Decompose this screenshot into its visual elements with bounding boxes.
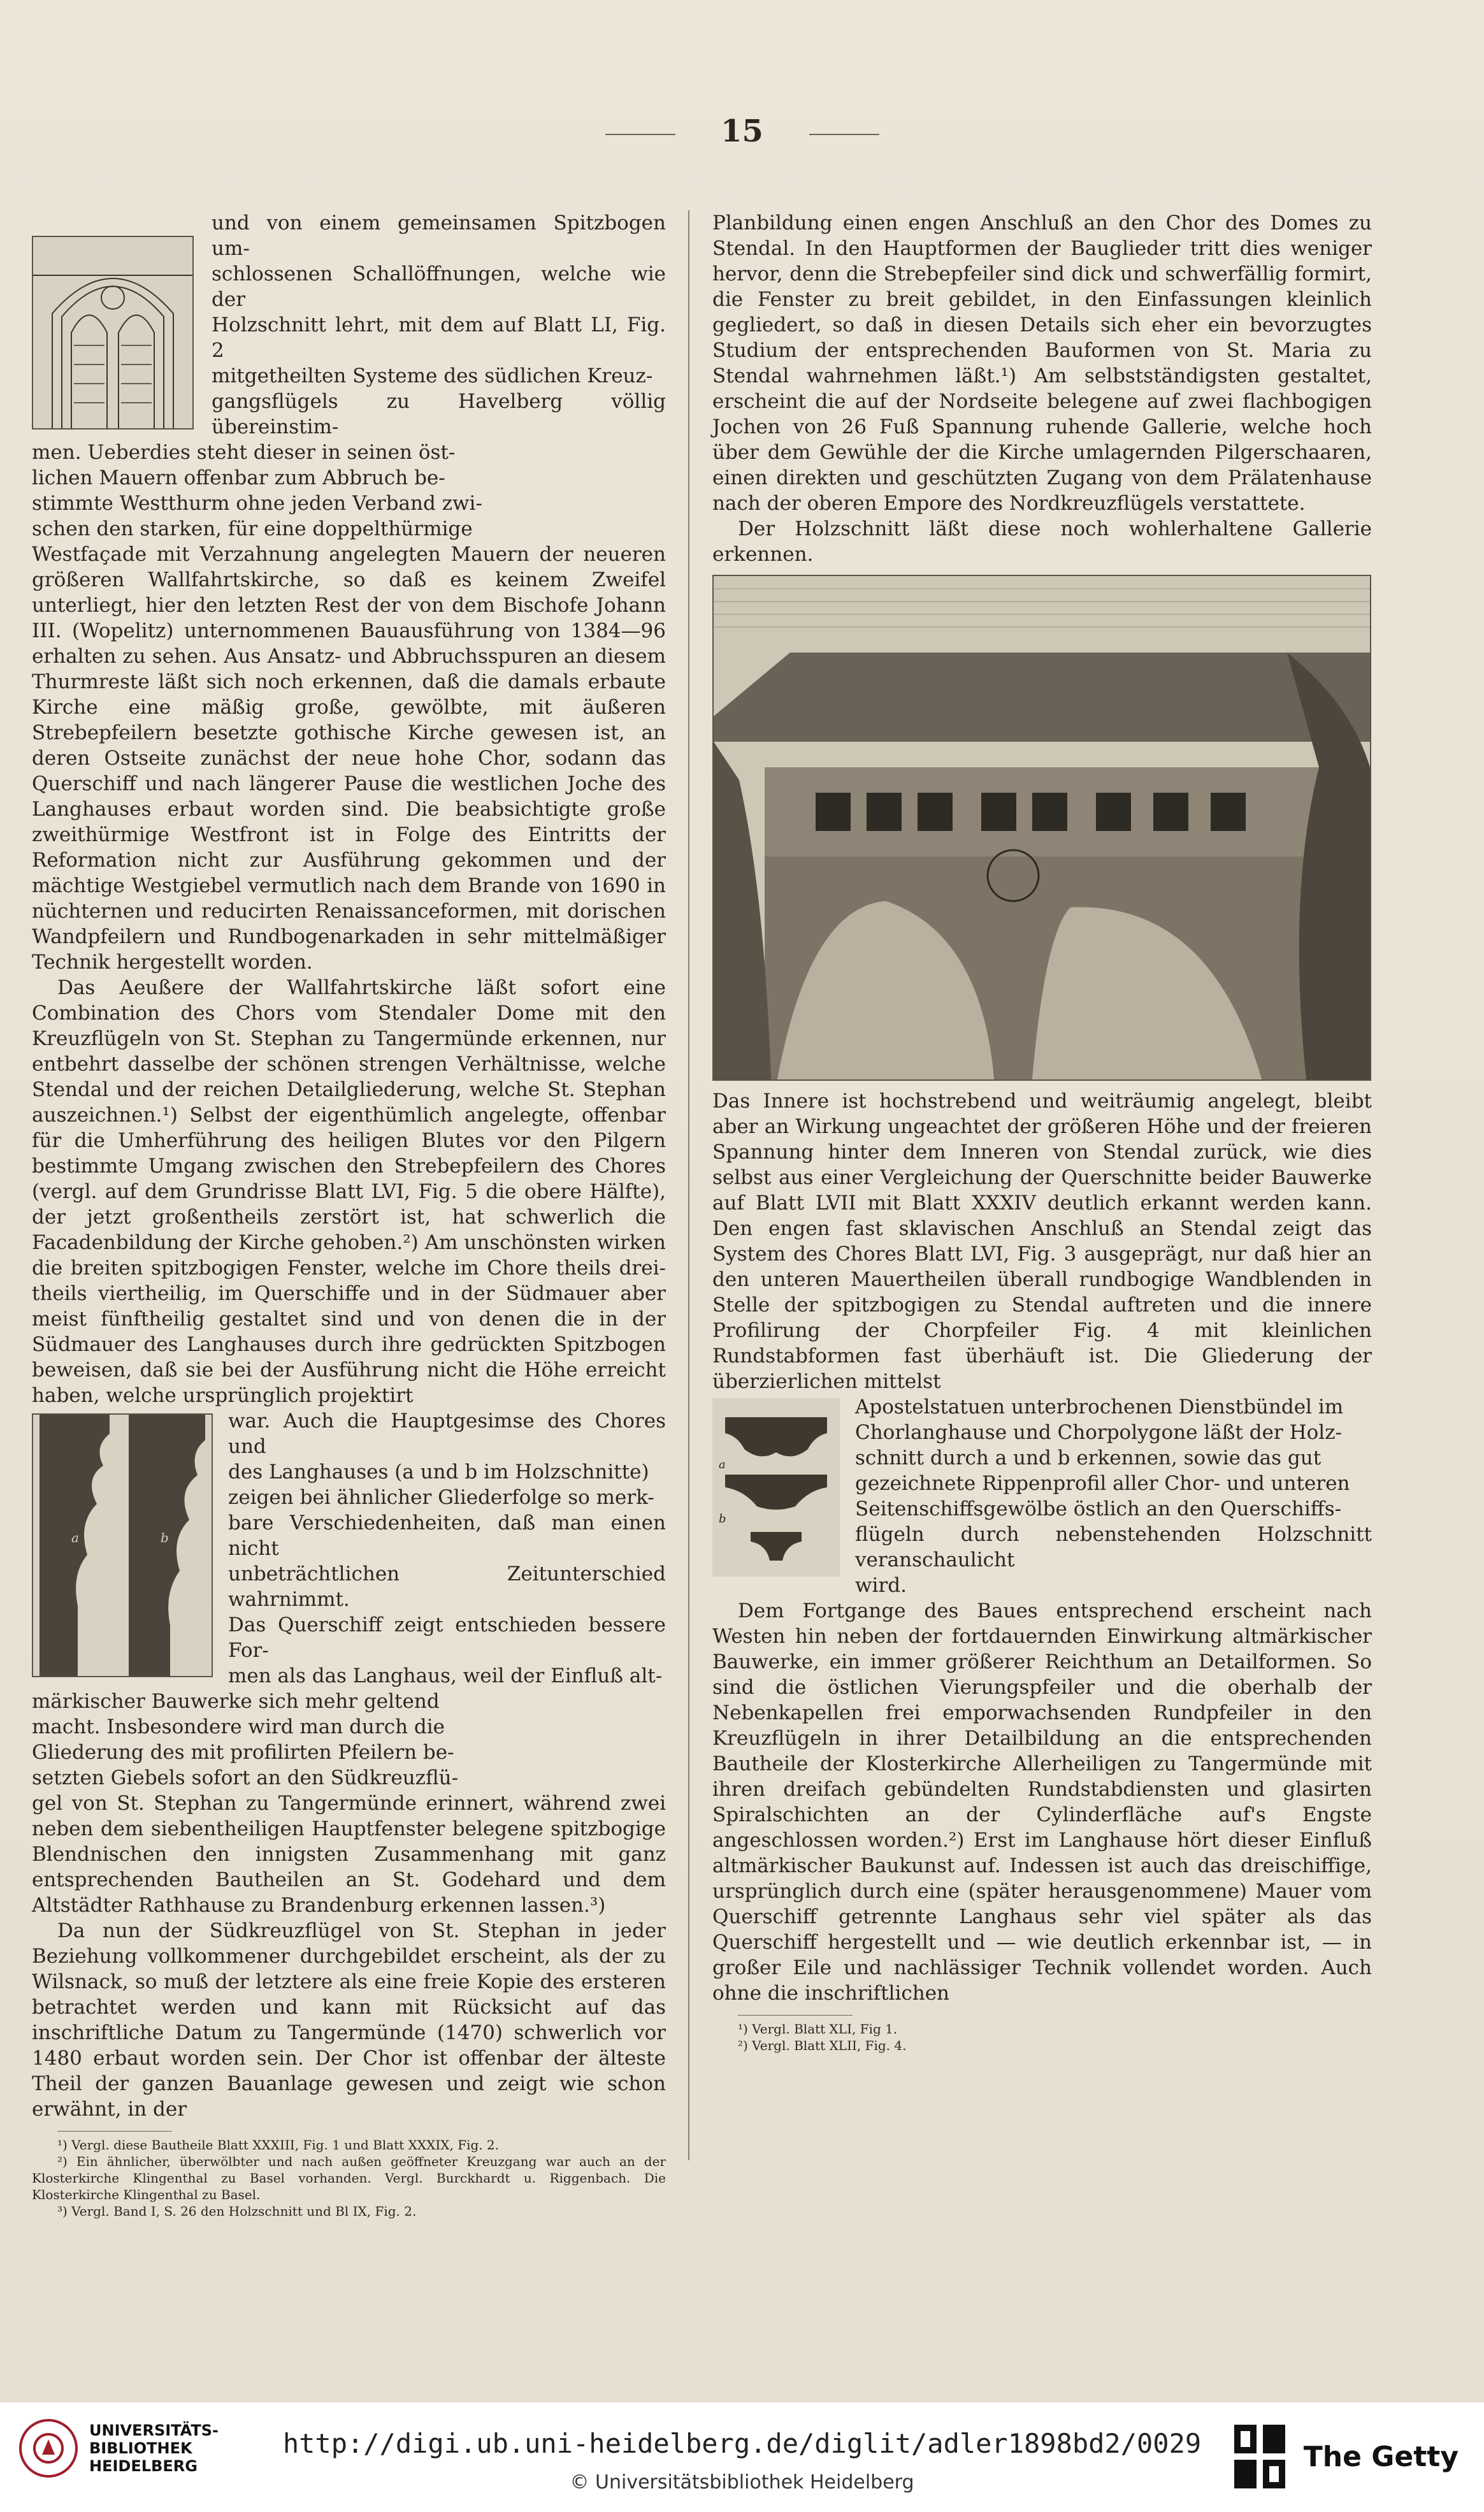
right-footnote-2: ²) Vergl. Blatt XLII, Fig. 4. [738, 2038, 907, 2053]
right-para2: Der Holzschnitt läßt diese noch wohlerhaltene Gallerie erkennen. [712, 517, 1372, 566]
rib-label-b: b [719, 1512, 726, 1526]
gallery-woodcut-figure [712, 575, 1371, 1081]
left-para1-rest: Westfaçade mit Verzahnung angelegten Mauern der neueren größeren Wallfahrtskirche, so daß es keinem Zweifel unterliegt, hier den letzten Rest der von dem Bischofe Johann III. (Wopelitz) unternommenen Bauausführung von 1384—96 erhalten zu sehen. Aus Ansatz- und Abbruchsspuren an diesem Thurmreste läßt sich noch erkennen, daß die damals erbaute Kirche eine mäßig große, gewölbte, mit äußeren Strebepfeilern besetzte gothische Kirche gewesen ist, an deren Ostseite zunächst der neue hohe Chor, sodann das Querschiff und nach längerer Pause die westlichen Joche des Langhauses erbaut worden sind. Die beabsichtigte große zweithürmige Westfront ist in Folge des Eintritts der Reformation nicht zur Ausführung gekommen und der mächtige Westgiebel vermutlich nach dem Brande von 1690 in nüchternen und reducirten Renaissanceformen, mit dorischen Wandpfeilern und Rundbogenarkaden in sehr mittelmäßiger Technik hergestellt worden. [32, 543, 666, 974]
left-footnote-1: ¹) Vergl. diese Bautheile Blatt XXXIII, Fig. 1 und Blatt XXXIX, Fig. 2. [57, 2137, 500, 2153]
left-para1-wrap: und von einem gemeinsamen Spitzbogen um- schlossenen Schallöffnungen, welche wie der Holzschnitt lehrt, mit dem auf Blatt LI, Fig. 2 mitgetheilten Systeme des südlichen Kreuz- gangsflügels zu Havelberg völlig übereinstim- men. Ueberdies steht dieser in seinen öst- lichen Mauern offenbar zum Abbruch be- stimmte Westthurm ohne jeden Verband zwi- schen den starken, für eine doppelthürmige [32, 212, 666, 540]
rib-profiles-figure [712, 1398, 840, 1577]
left-footnote-3: ³) Vergl. Band I, S. 26 den Holzschnitt und Bl IX, Fig. 2. [57, 2204, 417, 2219]
cornice-profiles-figure [32, 1413, 213, 1677]
right-para1: Planbildung einen engen Anschluß an den Chor des Domes zu Stendal. In den Hauptformen der Bauglieder tritt dies weniger hervor, denn die Strebepfeiler sind dick und schwerfällig formirt, die Fenster zu breit gebildet, in den Einfassungen kleinlich gegliedert, so daß in diesen Details sich eher ein bevorzugtes Studium der entsprechenden Bauformen von St. Maria zu Stendal wahrnehmen läßt.¹) Am selbstständigsten gestaltet, erscheint die auf der Nordseite belegene auf zwei flachbogigen Jochen von 26 Fuß Spannung ruhende Gallerie, welche hoch über dem Gewühle der die Kirche umlagernden Pilgerschaaren, einen direkten und geschützten Zugang von dem Prälatenhause nach der oberen Empore des Nordkreuzflügels verstattete. [712, 212, 1372, 515]
window-woodcut-figure [32, 236, 194, 429]
right-para3: Das Innere ist hochstrebend und weiträumig angelegt, bleibt aber an Wirkung ungeachtet der größeren Höhe und der freieren Spannung hinter dem Inneren von Stendal zurück, wie dies selbst aus einer Vergleichung der Querschnitte beider Bauwerke auf Blatt LVII mit Blatt XXXIV deutlich erkannt werden kann. Den engen fast sklavischen Anschluß an Stendal zeigt das System des Chores Blatt LVI, Fig. 3 ausgeprägt, nur daß hier an den unteren Mauertheilen überall rundbogige Wandblenden in Stelle der spitzbogigen zu Stendal auftreten und die innere Profilirung der Chorpfeiler Fig. 4 mit kleinlichen Rundstabformen fast überhäuft ist. Die Gliederung der überzierlichen mittelst [712, 1090, 1372, 1393]
right-column [712, 210, 1372, 2054]
right-footnote-rule [738, 2015, 853, 2016]
getty-logo[interactable] [1231, 2422, 1459, 2492]
page-number: 15 [721, 113, 763, 149]
right-wrap: Apostelstatuen unterbrochenen Dienstbündel im Chorlanghause und Chorpolygone läßt der Holz- schnitt durch a und b erkennen, sowie das gut gezeichnete Rippenprofil aller Chor- und unteren Seitenschiffsgewölbe östlich an den Querschiffs- flügeln durch nebenstehenden Holzschnitt veranschaulicht wird. [855, 1396, 1372, 1597]
left-para2: Das Aeußere der Wallfahrtskirche läßt sofort eine Combination des Chors vom Stendaler Dome mit den Kreuzflügeln von St. Stephan zu Tangermünde erkennen, nur entbehrt dasselbe der schönen strengen Verhältnisse, welche Stendal und der reichen Detailgliederung, welche St. Stephan auszeichnen.¹) Selbst der eigenthümlich angelegte, offenbar für die Umherführung des heiligen Blutes vor den Pilgern bestimmte Umgang zwischen den Strebepfeilern des Chores (vergl. auf dem Grundrisse Blatt LVI, Fig. 5 die obere Hälfte), der jetzt großentheils zerstört ist, hat schwerlich die Facadenbildung der Kirche gehoben.²) Am unschönsten wirken die breiten spitzbogigen Fenster, welche im Chore theils drei- theils viertheilig, im Querschiffe und in der Südmauer aber meist fünftheilig gestaltet sind und von denen die in der Südmauer des Langhauses durch ihre gedrückten Spitzbogen beweisen, daß sie bei der Ausführung nicht die Höhe erreicht haben, welche ursprünglich projektirt [32, 976, 666, 1407]
left-para3-wrap: war. Auch die Hauptgesimse des Chores und des Langhauses (a und b im Holzschnitte) zeigen bei ähnlicher Gliederfolge so merk- bare Verschiedenheiten, daß man einen nicht unbeträchtlichen Zeitunterschied wahrnimmt. Das Querschiff zeigt entschieden bessere For- men als das Langhaus, weil der Einfluß alt- märkischer Bauwerke sich mehr geltend macht. Insbesondere wird man durch die Gliederung des mit profilirten Pfeilern be- setzten Giebels sofort an den Südkreuzflü- [32, 1410, 666, 1789]
ub-logo-text: UNIVERSITÄTS- BIBLIOTHEK HEIDELBERG [89, 2422, 219, 2475]
getty-logo-text: The Getty [1303, 2440, 1459, 2473]
footnote-rule [57, 2131, 172, 2132]
right-para4: Dem Fortgange des Baues entsprechend erscheint nach Westen hin neben der fortdauernden Einwirkung altmärkischer Bauwerke, ein immer größerer Reichthum an Detailformen. So sind die östlichen Vierungspfeiler und die oberhalb der Nebenkapellen frei emporwachsenden Rundpfeiler in den Kreuzflügeln in ihrer Detailbildung an die entsprechenden Bautheile der Klosterkirche Allerheiligen zu Tangermünde mit ihren dreifach gebündelten Rundstabdiensten und glasirten Spiralschichten an der Cylinderfläche auf's Engste angeschlossen worden.²) Erst im Langhause hört dieser Einfluß altmärkischer Baukunst auf. Indessen ist auch das dreischiffige, ursprünglich durch eine (später herausgenommene) Mauer vom Querschiff getrennte Langhaus sehr viel später als das Querschiff hergestellt und — wie deutlich erkennbar ist, — in großer Eile und nachlässiger Technik vollendet worden. Auch ohne die inschriftlichen [712, 1599, 1372, 2005]
left-para3-rest: gel von St. Stephan zu Tangermünde erinnert, während zwei neben dem siebentheiligen Hauptfenster belegene spitzbogige Blendnischen den innigsten Zusammenhang mit ganz entsprechenden Bautheilen an St. Godehard und dem Altstädter Rathhause zu Brandenburg erkennen lassen.³) [32, 1792, 666, 1917]
column-divider [688, 210, 689, 2160]
copyright-notice: © Universitätsbibliothek Heidelberg [570, 2471, 914, 2494]
left-footnote-2: ²) Ein ähnlicher, überwölbter und nach außen geöffneter Kreuzgang war auch an der Klosterkirche Klingenthal zu Basel vorhanden. Vergl. Burckhardt u. Riggenbach. Die Klosterkirche Klingenthal zu Basel. [32, 2154, 666, 2202]
page-number-rule-right [809, 134, 879, 135]
right-footnote-1: ¹) Vergl. Blatt XLI, Fig 1. [738, 2021, 898, 2037]
profile-label-a: a [71, 1530, 79, 1545]
left-para4: Da nun der Südkreuzflügel von St. Stephan in jeder Beziehung vollkommener durchgebildet erscheint, als der zu Wilsnack, so muß der letztere als eine freie Kopie des ersteren betrachtet werden und kann mit Rücksicht auf das inschriftliche Datum zu Tangermünde (1470) schwerlich vor 1480 erbaut worden sein. Der Chor ist offenbar der älteste Theil der ganzen Bauanlage gewesen und zeigt wie schon erwähnt, in der [32, 1919, 666, 2121]
left-column [32, 210, 666, 2220]
rib-label-a: a [719, 1458, 726, 1471]
profile-label-b: b [161, 1530, 169, 1545]
getty-mark-icon [1231, 2422, 1288, 2492]
permalink-url[interactable]: http://digi.ub.uni-heidelberg.de/diglit/adler1898bd2/0029 [282, 2428, 1202, 2459]
